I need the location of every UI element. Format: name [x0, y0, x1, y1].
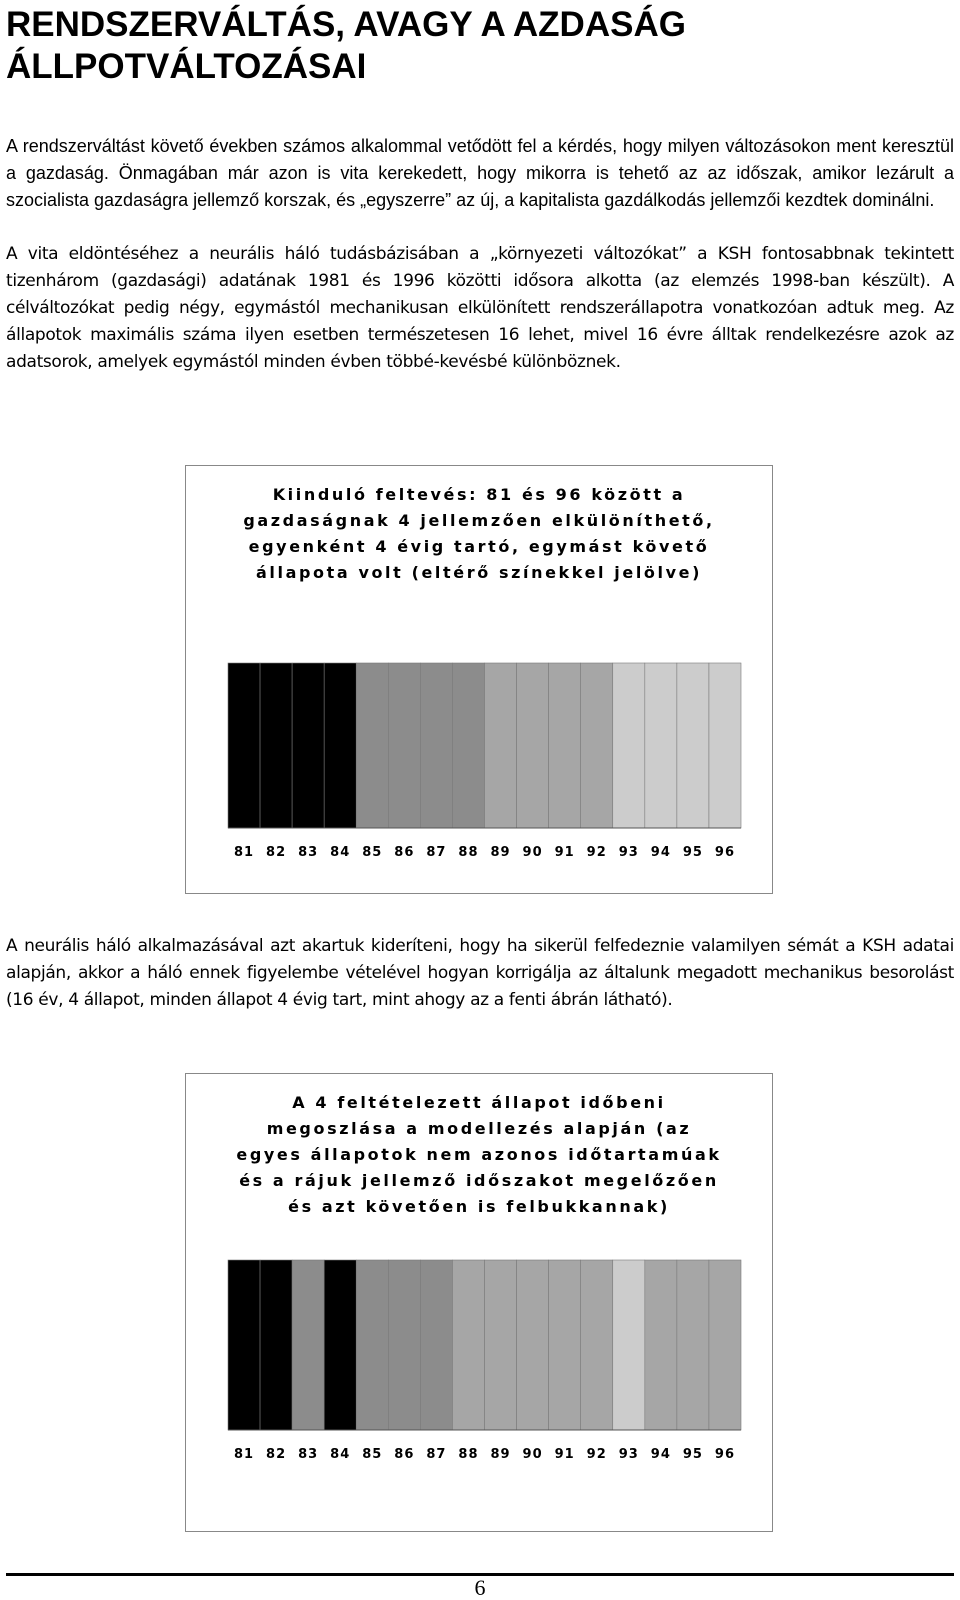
bar-95 — [677, 663, 709, 828]
bar-86 — [388, 1260, 420, 1430]
chart-model-result — [185, 1073, 773, 1532]
paragraph-goal: A neurális háló alkalmazásával azt akartuk kideríteni, hogy ha sikerül felfedeznie valamilyen sémát a KSH adatai alapján, akkor a háló ennek figyelembe vételével hogyan korrigálja az általunk megadott mechanikus besorolást (16 év, 4 állapot, minden állapot 4 évig tart, mint ahogy az a fenti ábrán látható). — [6, 936, 954, 1010]
tick-label-86: 86 — [394, 1447, 415, 1462]
tick-label-84: 84 — [330, 1447, 351, 1462]
tick-label-94: 94 — [650, 845, 671, 860]
tick-label-85: 85 — [362, 845, 383, 860]
tick-label-86: 86 — [394, 845, 415, 860]
bar-84 — [324, 663, 356, 828]
bar-83 — [292, 1260, 324, 1430]
tick-label-83: 83 — [298, 1447, 319, 1462]
bar-chart-svg — [186, 466, 772, 893]
bar-96 — [709, 663, 741, 828]
tick-label-85: 85 — [362, 1447, 383, 1462]
bar-91 — [549, 1260, 581, 1430]
bar-92 — [581, 1260, 613, 1430]
tick-label-81: 81 — [233, 845, 255, 860]
bar-83 — [292, 663, 324, 828]
bar-87 — [420, 663, 452, 828]
tick-label-93: 93 — [618, 845, 639, 860]
document-title: RENDSZERVÁLTÁS, AVAGY A AZDASÁG ÁLLPOTVÁLTOZÁSAI — [6, 5, 686, 86]
bar-89 — [485, 1260, 517, 1430]
tick-label-90: 90 — [522, 1447, 543, 1462]
bar-95 — [677, 1260, 709, 1430]
tick-label-87: 87 — [426, 845, 447, 860]
tick-label-82: 82 — [266, 845, 287, 860]
bar-92 — [581, 663, 613, 828]
chart-initial-assumption — [185, 465, 773, 894]
tick-label-89: 89 — [490, 1447, 511, 1462]
bar-96 — [709, 1260, 741, 1430]
bar-87 — [420, 1260, 452, 1430]
bar-85 — [356, 663, 388, 828]
paragraph-intro: A rendszerváltást követő években számos alkalommal vetődött fel a kérdés, hogy milyen változásokon ment keresztül a gazdaság. Önmagában már azon is vita kerekedett, hogy mikorra is tehető az az időszak, amikor lezárult a szocialista gazdaságra jellemző korszak, és „egyszerre” az új, a kapitalista gazdálkodás jellemzői kezdtek dominálni. — [6, 136, 954, 210]
tick-label-95: 95 — [682, 1447, 703, 1462]
bar-93 — [613, 1260, 645, 1430]
tick-label-87: 87 — [426, 1447, 447, 1462]
tick-label-81: 81 — [233, 1447, 255, 1462]
tick-label-96: 96 — [714, 845, 736, 860]
bar-94 — [645, 1260, 677, 1430]
tick-label-89: 89 — [490, 845, 511, 860]
bar-88 — [452, 1260, 484, 1430]
tick-label-82: 82 — [266, 1447, 287, 1462]
bar-94 — [645, 663, 677, 828]
bar-81 — [228, 663, 260, 828]
tick-label-84: 84 — [330, 845, 351, 860]
tick-label-88: 88 — [458, 845, 479, 860]
bar-86 — [388, 663, 420, 828]
tick-label-92: 92 — [586, 845, 607, 860]
bar-90 — [517, 663, 549, 828]
bar-93 — [613, 663, 645, 828]
tick-label-91: 91 — [554, 845, 575, 860]
tick-label-96: 96 — [714, 1447, 736, 1462]
bar-82 — [260, 663, 292, 828]
bar-88 — [452, 663, 484, 828]
tick-label-92: 92 — [586, 1447, 607, 1462]
bar-82 — [260, 1260, 292, 1430]
tick-label-88: 88 — [458, 1447, 479, 1462]
tick-label-90: 90 — [522, 845, 543, 860]
bar-85 — [356, 1260, 388, 1430]
bar-89 — [485, 663, 517, 828]
tick-label-95: 95 — [682, 845, 703, 860]
paragraph-method: A vita eldöntéséhez a neurális háló tudásbázisában a „környezeti változókat” a KSH fontosabbnak tekintett tizenhárom (gazdasági) adatának 1981 és 1996 közötti idősora alkotta (az elemzés 1998-ban készült). A célváltozókat pedig négy, egymástól mechanikusan elkülönített rendszerállapotra vonatkozóan adtuk meg. Az állapotok maximális száma ilyen esetben természetesen 16 lehet, mivel 16 évre álltak rendelkezésre azok az adatsorok, amelyek egymástól minden évben többé-kevésbé különböznek. — [6, 244, 954, 372]
tick-label-83: 83 — [298, 845, 319, 860]
page-number: 6 — [474, 1575, 486, 1600]
tick-label-93: 93 — [618, 1447, 639, 1462]
chart-title: A 4 feltételezett állapot időbeni megoszlása a modellezés alapján (az egyes állapotok nem azonos időtartamúak és a rájuk jellemző időszakot megelőzően és azt követően is felbukkannak) — [236, 1093, 722, 1216]
bar-chart-svg — [186, 1074, 772, 1531]
bar-84 — [324, 1260, 356, 1430]
bar-91 — [549, 663, 581, 828]
tick-label-94: 94 — [650, 1447, 671, 1462]
bar-81 — [228, 1260, 260, 1430]
chart-title: Kiinduló feltevés: 81 és 96 között a gazdaságnak 4 jellemzően elkülöníthető, egyenként 4 évig tartó, egymást követő állapota volt (eltérő színekkel jelölve) — [243, 485, 715, 582]
tick-label-91: 91 — [554, 1447, 575, 1462]
bar-90 — [517, 1260, 549, 1430]
